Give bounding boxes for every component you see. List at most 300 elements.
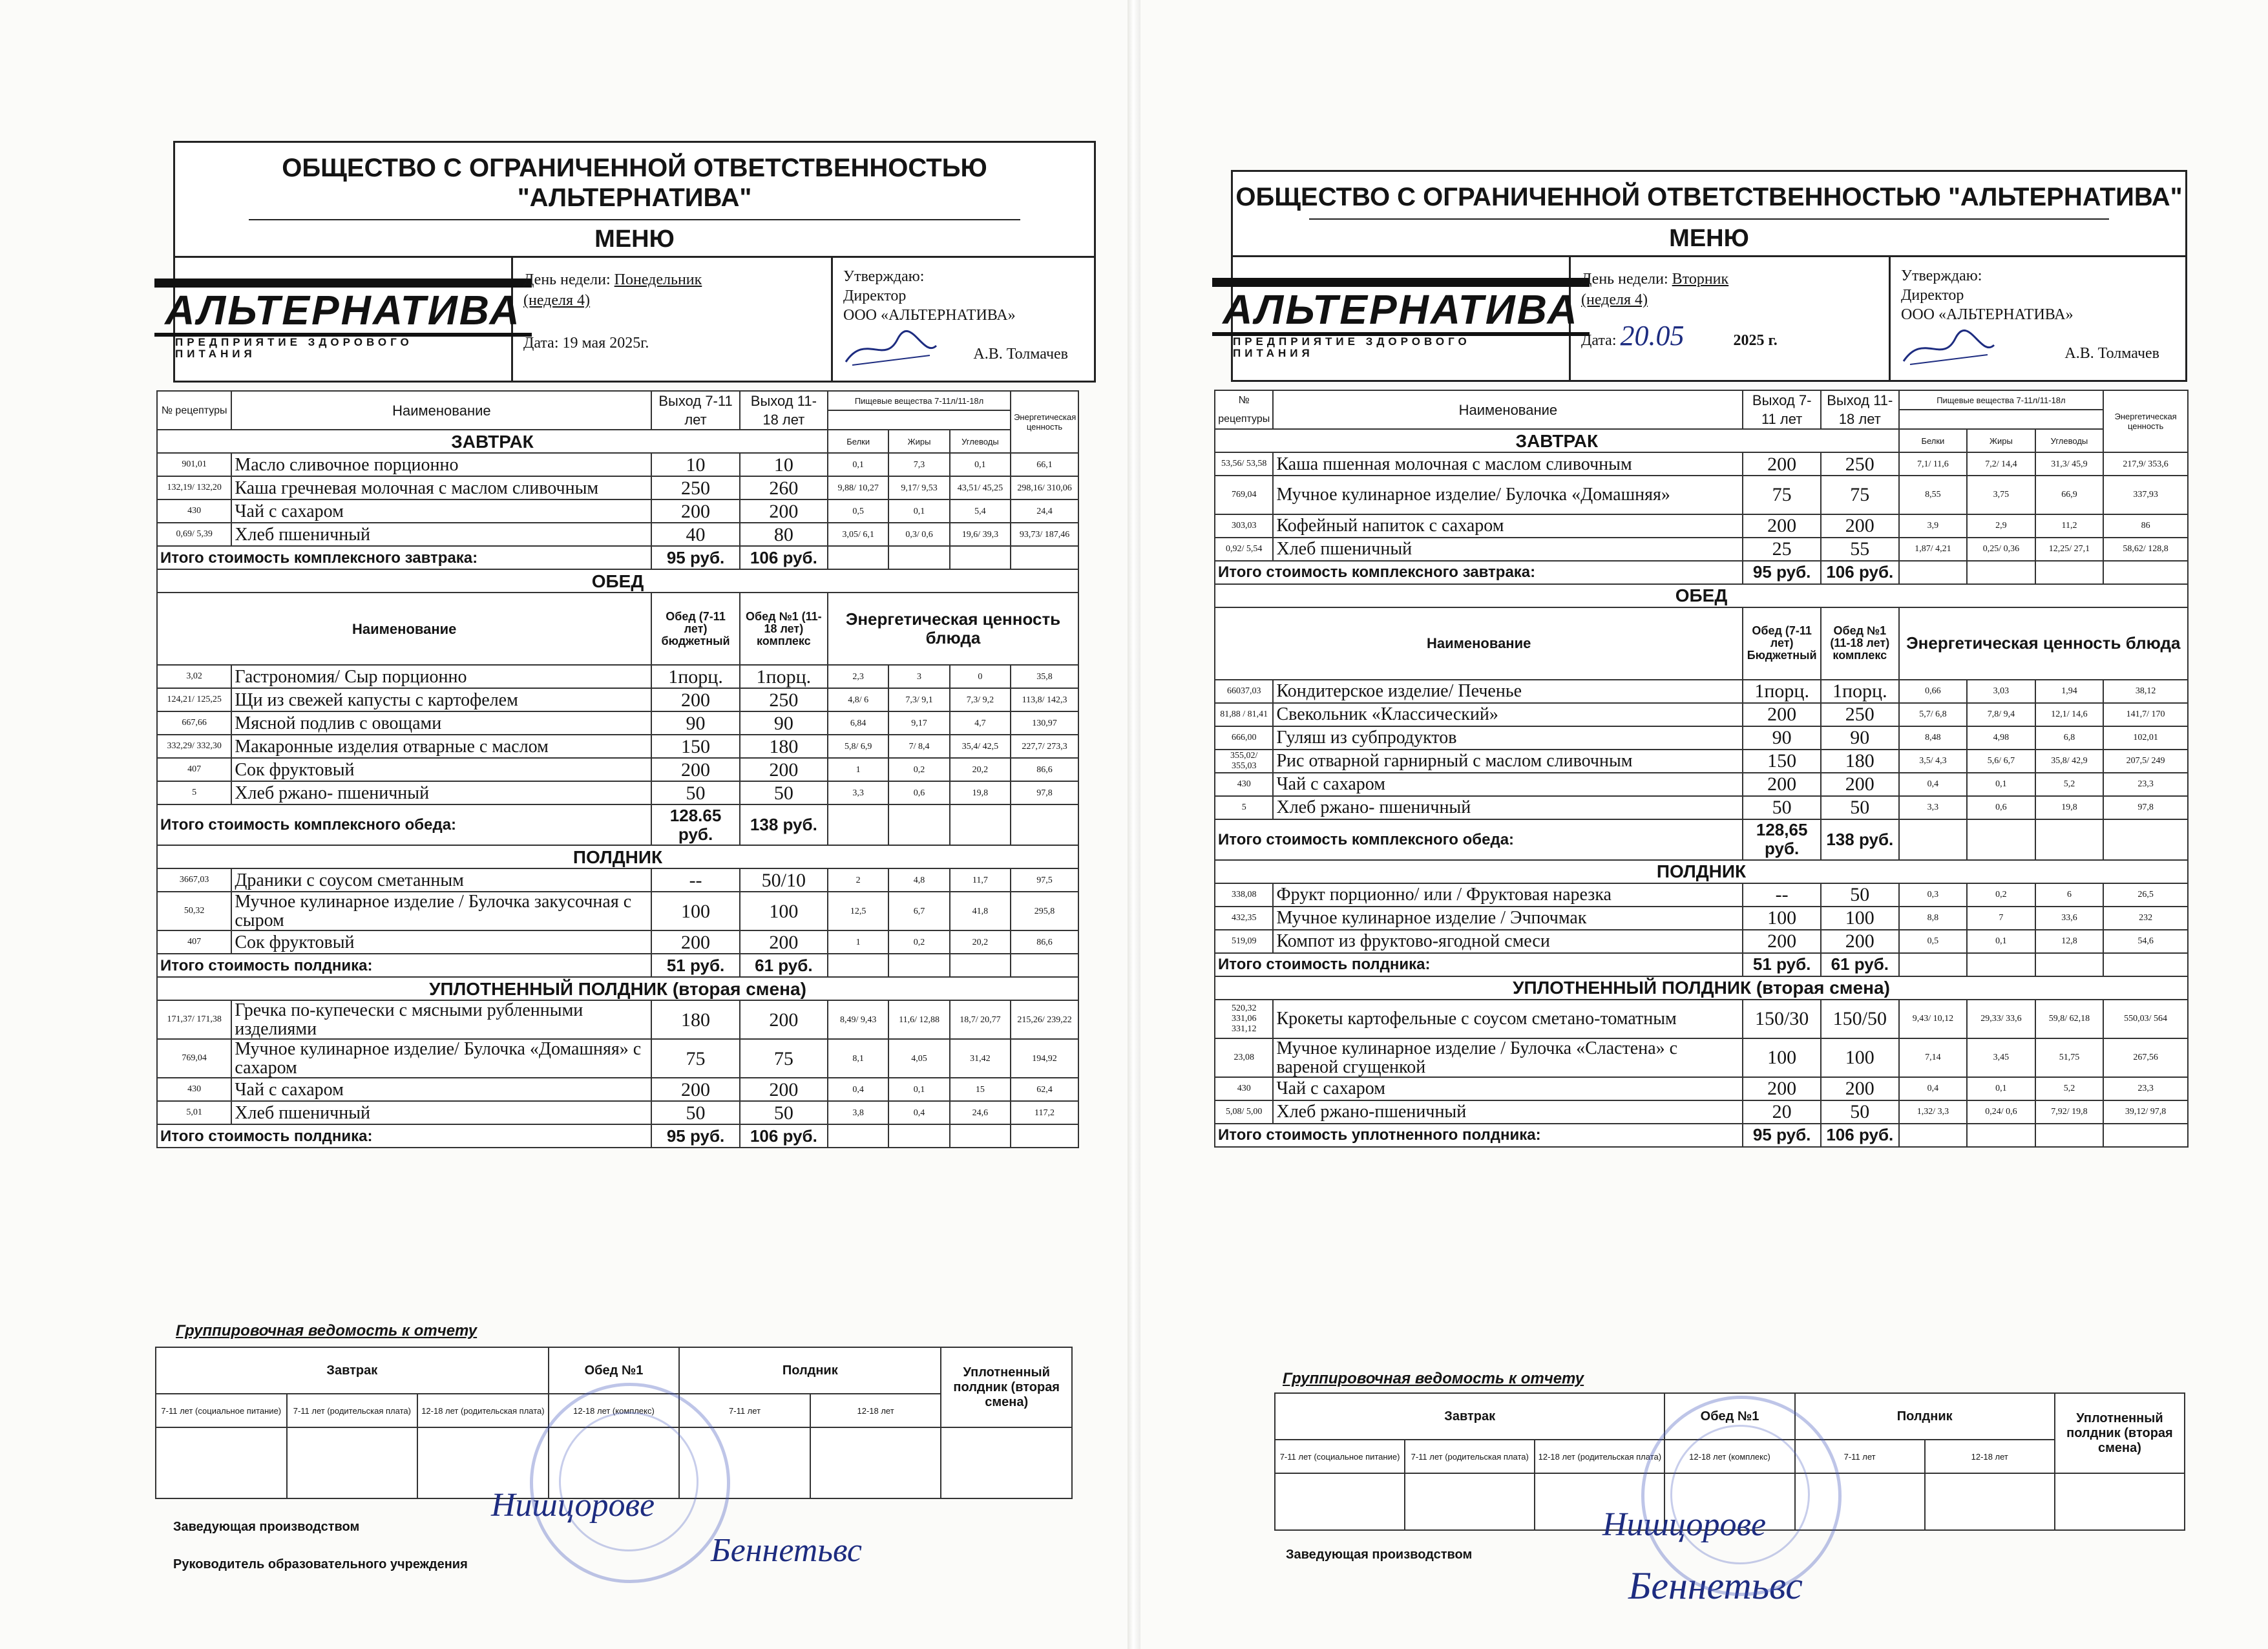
dish-name: Хлеб пшеничный xyxy=(1273,538,1743,561)
portion-11-18: 90 xyxy=(1821,726,1899,750)
fats-value: 0,3/ 0,6 xyxy=(888,523,949,546)
recipe-number: 520,32 331,06 331,12 xyxy=(1215,1000,1273,1038)
dish-name: Мучное кулинарное изделие / Булочка закусочная с сыром xyxy=(231,892,651,930)
proteins-value: 0,3 xyxy=(1899,883,1968,907)
portion-7-11: -- xyxy=(651,868,739,892)
portion-11-18: 100 xyxy=(1821,1038,1899,1077)
empty-cell xyxy=(950,1124,1011,1148)
total-label: Итого стоимость полдника: xyxy=(157,1124,651,1148)
empty-cell xyxy=(1011,1124,1078,1148)
proteins-value: 1,32/ 3,3 xyxy=(1899,1100,1968,1124)
proteins-value: 0,4 xyxy=(828,1078,888,1101)
portion-7-11: 200 xyxy=(1743,1077,1821,1100)
portion-11-18: 150/50 xyxy=(1821,1000,1899,1038)
recipe-number: 407 xyxy=(157,758,231,781)
fats-value: 0,25/ 0,36 xyxy=(1967,538,2035,561)
fats-value: 29,33/ 33,6 xyxy=(1967,1000,2035,1038)
group-value-cell xyxy=(287,1427,418,1498)
group-value-cell xyxy=(941,1427,1072,1498)
energy-value: 86,6 xyxy=(1011,930,1078,954)
portion-7-11: 10 xyxy=(651,453,739,476)
portion-11-18: 250 xyxy=(1821,452,1899,476)
dish-name: Гречка по-купечески с мясными рубленными изделиями xyxy=(231,1000,651,1039)
portion-11-18: 200 xyxy=(740,758,828,781)
col-recipe-header: № рецептуры xyxy=(157,391,231,430)
empty-cell xyxy=(950,954,1011,977)
fats-value: 7,8/ 9,4 xyxy=(1967,703,2035,726)
menu-item-row xyxy=(157,735,1078,758)
proteins-value: 1 xyxy=(828,758,888,781)
menu-item-row xyxy=(157,930,1078,954)
portion-7-11: 90 xyxy=(1743,726,1821,750)
fats-value: 7,3 xyxy=(888,453,949,476)
empty-cell xyxy=(950,804,1011,845)
menu-item-row xyxy=(157,523,1078,546)
portion-11-18: 55 xyxy=(1821,538,1899,561)
lunch-header-row xyxy=(1215,607,2188,680)
portion-11-18: 200 xyxy=(1821,930,1899,953)
lunch-col-name-header: Наименование xyxy=(1215,607,1743,680)
fats-value: 0,2 xyxy=(888,930,949,954)
menu-item-row xyxy=(157,1000,1078,1039)
menu-item-row xyxy=(157,476,1078,499)
menu-heading: МЕНЮ xyxy=(1233,220,2185,257)
energy-value: 550,03/ 564 xyxy=(2103,1000,2188,1038)
recipe-number: 5,08/ 5,00 xyxy=(1215,1100,1273,1124)
portion-7-11: 75 xyxy=(1743,476,1821,514)
dish-name: Чай с сахаром xyxy=(1273,773,1743,796)
recipe-number: 430 xyxy=(157,1078,231,1101)
carbs-value: 12,8 xyxy=(2035,930,2104,953)
energy-value: 232 xyxy=(2103,907,2188,930)
recipe-number: 667,66 xyxy=(157,711,231,735)
dish-name: Кофейный напиток с сахаром xyxy=(1273,514,1743,538)
energy-value: 54,6 xyxy=(2103,930,2188,953)
menu-item-row xyxy=(157,665,1078,688)
group-snack-header: Полдник xyxy=(1795,1393,2055,1440)
proteins-value: 2,3 xyxy=(828,665,888,688)
portion-7-11: 100 xyxy=(651,892,739,930)
empty-cell xyxy=(2103,819,2188,860)
recipe-number: 132,19/ 132,20 xyxy=(157,476,231,499)
fats-value: 4,05 xyxy=(888,1039,949,1078)
dish-name: Хлеб пшеничный xyxy=(231,523,651,546)
group-subheader: 7-11 лет (социальное питание) xyxy=(1275,1440,1405,1473)
energy-value: 117,2 xyxy=(1011,1101,1078,1124)
energy-value: 39,12/ 97,8 xyxy=(2103,1100,2188,1124)
price-11-18: 106 руб. xyxy=(1821,561,1899,584)
price-7-11: 95 руб. xyxy=(651,546,739,569)
date-label: Дата: xyxy=(1581,332,1617,349)
logo-wordmark: АЛЬТЕРНАТИВА xyxy=(154,278,531,337)
lunch-header-row xyxy=(157,593,1078,665)
portion-11-18: 200 xyxy=(740,1078,828,1101)
proteins-value: 0,4 xyxy=(1899,1077,1968,1100)
carbs-value: 0 xyxy=(950,665,1011,688)
energy-value: 130,97 xyxy=(1011,711,1078,735)
page-fold xyxy=(1128,0,1140,1649)
organization-title: ОБЩЕСТВО С ОГРАНИЧЕННОЙ ОТВЕТСТВЕННОСТЬЮ "АЛЬТЕРНАТИВА" xyxy=(1235,183,2183,211)
price-7-11: 95 руб. xyxy=(1743,1124,1821,1147)
carbs-value: 19,8 xyxy=(2035,796,2104,819)
energy-value: 97,8 xyxy=(1011,781,1078,804)
portion-7-11: 250 xyxy=(651,476,739,499)
carbs-value: 19,6/ 39,3 xyxy=(950,523,1011,546)
group-value-cell xyxy=(2055,1473,2185,1530)
fats-value: 0,4 xyxy=(888,1101,949,1124)
portion-7-11: 200 xyxy=(1743,514,1821,538)
group-subheader: 7-11 лет xyxy=(1795,1440,1925,1473)
carbs-value: 6 xyxy=(2035,883,2104,907)
dish-name: Сок фруктовый xyxy=(231,758,651,781)
lunch-col-name-header: Наименование xyxy=(157,593,651,665)
dish-name: Мучное кулинарное изделие/ Булочка «Домашняя» xyxy=(1273,476,1743,514)
empty-cell xyxy=(828,954,888,977)
recipe-number: 81,88 / 81,41 xyxy=(1215,703,1273,726)
empty-cell xyxy=(1967,819,2035,860)
dish-name: Драники с соусом сметанным xyxy=(231,868,651,892)
dish-name: Компот из фруктово-ягодной смеси xyxy=(1273,930,1743,953)
price-11-18: 106 руб. xyxy=(1821,1124,1899,1147)
menu-item-row xyxy=(1215,1000,2188,1038)
dish-name: Каша гречневая молочная с маслом сливочным xyxy=(231,476,651,499)
col-output-11-18-header: Выход 11-18 лет xyxy=(740,391,828,430)
approve-label: Утверждаю: xyxy=(843,268,925,285)
empty-cell xyxy=(1899,1124,1968,1147)
menu-table xyxy=(1214,390,2189,1148)
menu-item-row xyxy=(1215,1100,2188,1124)
portion-7-11: 40 xyxy=(651,523,739,546)
director-label: Директор xyxy=(843,288,907,304)
proteins-value: 1,87/ 4,21 xyxy=(1899,538,1968,561)
group-snack-header: Полдник xyxy=(679,1347,941,1394)
recipe-number: 3,02 xyxy=(157,665,231,688)
empty-cell xyxy=(1011,804,1078,845)
proteins-value: 0,66 xyxy=(1899,680,1968,703)
section-row xyxy=(1215,584,2188,607)
fats-value: 4,8 xyxy=(888,868,949,892)
portion-11-18: 1порц. xyxy=(1821,680,1899,703)
date-label: Дата: xyxy=(523,335,559,352)
empty-cell xyxy=(1967,1124,2035,1147)
price-7-11: 95 руб. xyxy=(1743,561,1821,584)
dish-name: Кондитерское изделие/ Печенье xyxy=(1273,680,1743,703)
group-value-cell xyxy=(1925,1473,2055,1530)
recipe-number: 66037,03 xyxy=(1215,680,1273,703)
portion-11-18: 260 xyxy=(740,476,828,499)
menu-item-row xyxy=(157,1078,1078,1101)
menu-item-row xyxy=(157,499,1078,523)
dish-name: Крокеты картофельные с соусом сметано-томатным xyxy=(1273,1000,1743,1038)
empty-cell xyxy=(1011,954,1078,977)
group-breakfast-header: Завтрак xyxy=(156,1347,549,1394)
week-label: (неделя 4) xyxy=(1581,291,1648,308)
proteins-value: 0,4 xyxy=(1899,773,1968,796)
col-nutrients-header: Пищевые вещества 7-11л/11-18л xyxy=(1899,390,2104,410)
logo-subtitle: ПРЕДПРИЯТИЕ ЗДОРОВОГО ПИТАНИЯ xyxy=(1233,335,1471,359)
group-subheader: 12-18 лет xyxy=(810,1394,941,1427)
portion-11-18: 100 xyxy=(740,892,828,930)
approval-block xyxy=(833,258,1094,381)
group-value-cell xyxy=(1405,1473,1535,1530)
section-row xyxy=(157,845,1078,868)
portion-11-18: 90 xyxy=(740,711,828,735)
fats-value: 3,03 xyxy=(1967,680,2035,703)
total-row xyxy=(157,804,1078,845)
proteins-value: 9,88/ 10,27 xyxy=(828,476,888,499)
empty-cell xyxy=(888,804,949,845)
proteins-value: 1 xyxy=(828,930,888,954)
empty-cell xyxy=(1011,546,1078,569)
group-subheader: 7-11 лет (родительская плата) xyxy=(287,1394,418,1427)
portion-7-11: 200 xyxy=(1743,452,1821,476)
portion-7-11: 200 xyxy=(651,499,739,523)
school-head-label: Руководитель образовательного учреждения xyxy=(173,1557,468,1571)
manager-signature: Нишцорове xyxy=(491,1487,655,1524)
total-row xyxy=(1215,1124,2188,1147)
director-name: А.В. Толмачев xyxy=(973,346,1068,362)
carbs-value: 6,8 xyxy=(2035,726,2104,750)
group-breakfast-header: Завтрак xyxy=(1275,1393,1664,1440)
day-label: День недели: xyxy=(1581,271,1668,288)
carbs-value: 4,7 xyxy=(950,711,1011,735)
energy-value: 267,56 xyxy=(2103,1038,2188,1077)
fats-value: 7/ 8,4 xyxy=(888,735,949,758)
lunch-energy-header: Энергетическая ценность блюда xyxy=(828,593,1078,665)
price-11-18: 61 руб. xyxy=(1821,953,1899,976)
date-value: 19 мая 2025г. xyxy=(562,335,649,352)
menu-item-row xyxy=(1215,514,2188,538)
carbs-value: 59,8/ 62,18 xyxy=(2035,1000,2104,1038)
carbs-value: 12,1/ 14,6 xyxy=(2035,703,2104,726)
carbs-value: 18,7/ 20,77 xyxy=(950,1000,1011,1039)
menu-item-row xyxy=(1215,1077,2188,1100)
total-label: Итого стоимость полдника: xyxy=(1215,953,1743,976)
empty-cell xyxy=(1899,819,1968,860)
energy-value: 97,5 xyxy=(1011,868,1078,892)
price-7-11: 51 руб. xyxy=(651,954,739,977)
day-block xyxy=(513,258,833,381)
portion-7-11: 150 xyxy=(651,735,739,758)
company-logo xyxy=(1223,257,1579,380)
carbs-value: 20,2 xyxy=(950,758,1011,781)
day-label: День недели: xyxy=(523,271,611,288)
section-row xyxy=(1215,429,2188,452)
empty-cell xyxy=(1899,561,1968,584)
menu-item-row xyxy=(157,711,1078,735)
portion-11-18: 180 xyxy=(740,735,828,758)
portion-11-18: 1порц. xyxy=(740,665,828,688)
portion-7-11: 200 xyxy=(651,1078,739,1101)
recipe-number: 3667,03 xyxy=(157,868,231,892)
document-header xyxy=(165,141,1096,383)
section-row xyxy=(157,430,1078,453)
menu-item-row xyxy=(1215,773,2188,796)
total-row xyxy=(157,954,1078,977)
portion-7-11: 180 xyxy=(651,1000,739,1039)
dish-name: Мясной подлив с овощами xyxy=(231,711,651,735)
proteins-value: 6,84 xyxy=(828,711,888,735)
recipe-number: 338,08 xyxy=(1215,883,1273,907)
recipe-number: 430 xyxy=(1215,773,1273,796)
menu-item-row xyxy=(1215,703,2188,726)
total-label: Итого стоимость полдника: xyxy=(157,954,651,977)
price-11-18: 106 руб. xyxy=(740,1124,828,1148)
section-breakfast: ЗАВТРАК xyxy=(157,430,828,453)
dish-name: Хлеб пшеничный xyxy=(231,1101,651,1124)
energy-value: 24,4 xyxy=(1011,499,1078,523)
group-subheader: 12-18 лет (комплекс) xyxy=(549,1394,680,1427)
proteins-value: 0,5 xyxy=(828,499,888,523)
dish-name: Гастрономия/ Сыр порционно xyxy=(231,665,651,688)
fats-value: 0,1 xyxy=(1967,773,2035,796)
proteins-value: 8,8 xyxy=(1899,907,1968,930)
total-label: Итого стоимость уплотненного полдника: xyxy=(1215,1124,1743,1147)
recipe-number: 5,01 xyxy=(157,1101,231,1124)
portion-11-18: 200 xyxy=(740,930,828,954)
group-subheader: 7-11 лет (родительская плата) xyxy=(1405,1440,1535,1473)
empty-cell xyxy=(828,804,888,845)
col-energy-header: Энергетическая ценность xyxy=(1011,391,1078,453)
energy-value: 102,01 xyxy=(2103,726,2188,750)
dish-name: Хлеб ржано- пшеничный xyxy=(231,781,651,804)
menu-item-row xyxy=(157,868,1078,892)
lunch-col-complex-header: Обед №1 (11-18 лет) комплекс xyxy=(740,593,828,665)
price-11-18: 106 руб. xyxy=(740,546,828,569)
portion-7-11: 1порц. xyxy=(1743,680,1821,703)
total-label: Итого стоимость комплексного обеда: xyxy=(1215,819,1743,860)
col-fats-header: Жиры xyxy=(888,430,949,453)
fats-value: 0,2 xyxy=(1967,883,2035,907)
energy-value: 23,3 xyxy=(2103,1077,2188,1100)
portion-7-11: 200 xyxy=(1743,773,1821,796)
head-signature: Беннетьвс xyxy=(711,1532,862,1569)
portion-7-11: 100 xyxy=(1743,907,1821,930)
fats-value: 3,75 xyxy=(1967,476,2035,514)
group-value-cell xyxy=(156,1427,287,1498)
proteins-value: 3,9 xyxy=(1899,514,1968,538)
logo-subtitle: ПРЕДПРИЯТИЕ ЗДОРОВОГО ПИТАНИЯ xyxy=(175,336,413,360)
empty-cell xyxy=(2035,953,2104,976)
dish-name: Чай с сахаром xyxy=(1273,1077,1743,1100)
col-output-7-11-header: Выход 7-11 лет xyxy=(651,391,739,430)
price-11-18: 138 руб. xyxy=(1821,819,1899,860)
fats-value: 0,1 xyxy=(888,499,949,523)
recipe-number: 407 xyxy=(157,930,231,954)
fats-value: 4,98 xyxy=(1967,726,2035,750)
proteins-value: 2 xyxy=(828,868,888,892)
fats-value: 7 xyxy=(1967,907,2035,930)
empty-cell xyxy=(1899,953,1968,976)
carbs-value: 51,75 xyxy=(2035,1038,2104,1077)
energy-value: 295,8 xyxy=(1011,892,1078,930)
recipe-number: 124,21/ 125,25 xyxy=(157,688,231,711)
carbs-value: 5,2 xyxy=(2035,1077,2104,1100)
menu-item-row xyxy=(1215,538,2188,561)
empty-cell xyxy=(2035,1124,2104,1147)
company-label: ООО «АЛЬТЕРНАТИВА» xyxy=(843,307,1016,324)
dish-name: Чай с сахаром xyxy=(231,499,651,523)
price-7-11: 128,65 руб. xyxy=(1743,819,1821,860)
production-manager-label: Заведующая производством xyxy=(173,1520,360,1534)
col-carbs-header: Углеводы xyxy=(2035,429,2104,452)
carbs-value: 0,1 xyxy=(950,453,1011,476)
carbs-value: 19,8 xyxy=(950,781,1011,804)
carbs-value: 20,2 xyxy=(950,930,1011,954)
day-value: Вторник xyxy=(1672,271,1729,288)
section-second-shift-snack: УПЛОТНЕННЫЙ ПОЛДНИК (вторая смена) xyxy=(157,977,1078,1000)
director-label: Директор xyxy=(1901,287,1964,304)
dish-name: Сок фруктовый xyxy=(231,930,651,954)
dish-name: Щи из свежей капусты с картофелем xyxy=(231,688,651,711)
lunch-col-budget-header: Обед (7-11 лет) бюджетный xyxy=(651,593,739,665)
section-row xyxy=(157,569,1078,593)
portion-11-18: 50 xyxy=(1821,883,1899,907)
carbs-value: 31,3/ 45,9 xyxy=(2035,452,2104,476)
menu-item-row xyxy=(1215,1038,2188,1077)
menu-item-row xyxy=(157,688,1078,711)
price-7-11: 128.65 руб. xyxy=(651,804,739,845)
carbs-value: 1,94 xyxy=(2035,680,2104,703)
portion-7-11: 200 xyxy=(1743,930,1821,953)
fats-value: 11,6/ 12,88 xyxy=(888,1000,949,1039)
proteins-value: 8,1 xyxy=(828,1039,888,1078)
recipe-number: 5 xyxy=(157,781,231,804)
dish-name: Макаронные изделия отварные с маслом xyxy=(231,735,651,758)
empty-cell xyxy=(828,546,888,569)
dish-name: Хлеб ржано- пшеничный xyxy=(1273,796,1743,819)
group-subheader: 12-18 лет (родительская плата) xyxy=(417,1394,549,1427)
recipe-number: 332,29/ 332,30 xyxy=(157,735,231,758)
recipe-number: 23,08 xyxy=(1215,1038,1273,1077)
date-year: 2025 г. xyxy=(1733,332,1778,349)
total-row xyxy=(1215,953,2188,976)
total-row xyxy=(157,1124,1078,1148)
energy-value: 217,9/ 353,6 xyxy=(2103,452,2188,476)
approve-label: Утверждаю: xyxy=(1901,268,1982,284)
price-7-11: 51 руб. xyxy=(1743,953,1821,976)
price-11-18: 61 руб. xyxy=(740,954,828,977)
energy-value: 93,73/ 187,46 xyxy=(1011,523,1078,546)
company-label: ООО «АЛЬТЕРНАТИВА» xyxy=(1901,306,2074,323)
empty-cell xyxy=(888,546,949,569)
proteins-value: 3,3 xyxy=(1899,796,1968,819)
proteins-value: 3,3 xyxy=(828,781,888,804)
portion-7-11: 50 xyxy=(1743,796,1821,819)
head-signature: Беннетьвс xyxy=(1628,1564,1803,1607)
carbs-value: 41,8 xyxy=(950,892,1011,930)
energy-value: 35,8 xyxy=(1011,665,1078,688)
dish-name: Мучное кулинарное изделие/ Булочка «Домашняя» с сахаром xyxy=(231,1039,651,1078)
group-subheader: 7-11 лет (социальное питание) xyxy=(156,1394,287,1427)
energy-value: 298,16/ 310,06 xyxy=(1011,476,1078,499)
energy-value: 62,4 xyxy=(1011,1078,1078,1101)
col-name-header: Наименование xyxy=(231,391,651,430)
menu-item-row xyxy=(1215,680,2188,703)
recipe-number: 430 xyxy=(157,499,231,523)
proteins-value: 8,55 xyxy=(1899,476,1968,514)
proteins-value: 5,7/ 6,8 xyxy=(1899,703,1968,726)
menu-item-row xyxy=(1215,750,2188,773)
portion-7-11: 150 xyxy=(1743,750,1821,773)
recipe-number: 769,04 xyxy=(1215,476,1273,514)
official-stamp xyxy=(1641,1396,1842,1596)
header-row xyxy=(1215,390,2188,410)
document-header xyxy=(1223,170,2187,382)
company-logo xyxy=(165,258,521,381)
group-value-cell xyxy=(810,1427,941,1498)
group-second-snack-header: Уплотненный полдник (вторая смена) xyxy=(2055,1393,2185,1473)
